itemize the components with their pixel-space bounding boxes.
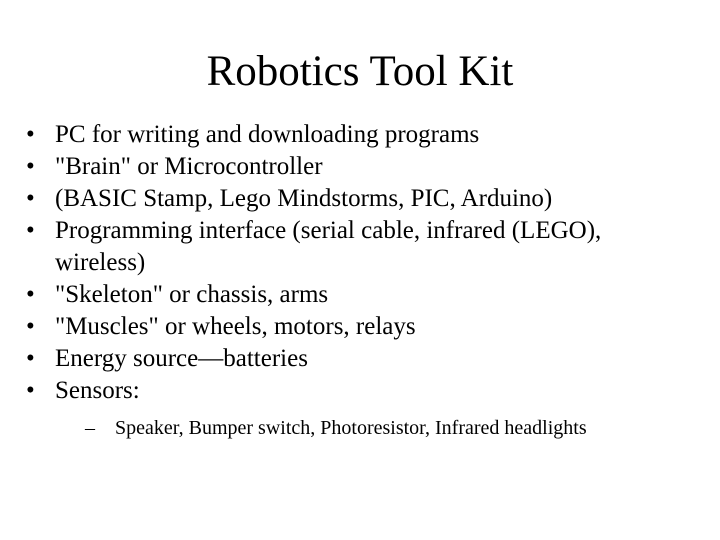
bullet-text: "Brain" or Microcontroller: [55, 153, 323, 180]
bullet-icon: •: [26, 217, 35, 244]
bullet-item-sensors: [26, 375, 686, 441]
bullet-text: Programming interface (serial cable, infrared (LEGO), wireless): [55, 217, 602, 276]
dash-icon: –: [85, 417, 95, 439]
sensor-sub-list: [55, 415, 686, 441]
bullet-item-muscles: [26, 311, 686, 343]
bullet-item-pc: [26, 119, 686, 151]
bullet-item-microcontrollers: [26, 183, 686, 215]
bullet-icon: •: [26, 185, 35, 212]
bullet-item-energy: [26, 343, 686, 375]
sub-bullet-text: Speaker, Bumper switch, Photoresistor, Infrared headlights: [115, 417, 587, 439]
bullet-icon: •: [26, 121, 35, 148]
bullet-icon: •: [26, 377, 35, 404]
bullet-item-skeleton: [26, 279, 686, 311]
slide-title: Robotics Tool Kit: [206, 48, 514, 95]
bullet-icon: •: [26, 345, 35, 372]
bullet-icon: •: [26, 281, 35, 308]
bullet-text: (BASIC Stamp, Lego Mindstorms, PIC, Arduino): [55, 185, 553, 212]
bullet-text: Sensors:: [55, 377, 140, 404]
bullet-text: Energy source—batteries: [55, 345, 308, 372]
bullet-icon: •: [26, 153, 35, 180]
sub-bullet-item-sensors: [85, 415, 686, 441]
bullet-item-programming-interface: [26, 215, 686, 279]
bullet-list: [26, 119, 686, 441]
bullet-icon: •: [26, 313, 35, 340]
bullet-item-brain: [26, 151, 686, 183]
bullet-text: "Skeleton" or chassis, arms: [55, 281, 329, 308]
bullet-text: "Muscles" or wheels, motors, relays: [55, 313, 416, 340]
bullet-text: PC for writing and downloading programs: [55, 121, 480, 148]
